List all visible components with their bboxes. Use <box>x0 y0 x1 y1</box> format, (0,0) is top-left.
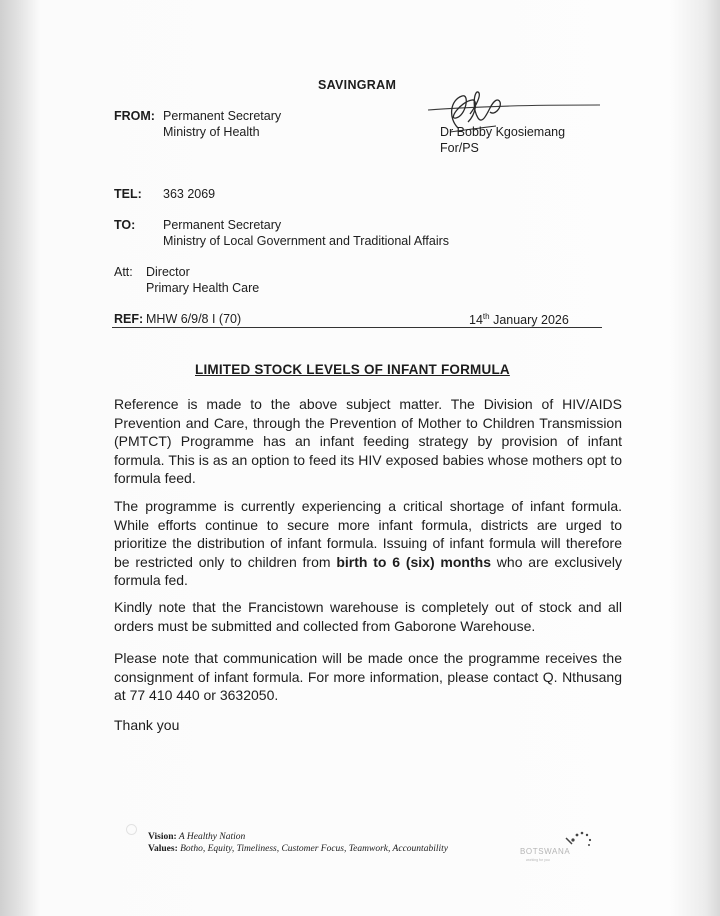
para2-text-after: who are exclusively formula fed. <box>114 553 623 588</box>
values-text: Botho, Equity, Timeliness, Customer Focus, Teamwork, Accountability <box>180 844 448 854</box>
from-line-1: Permanent Secretary <box>163 109 282 123</box>
subject-heading: LIMITED STOCK LEVELS OF INFANT FORMULA <box>195 362 510 377</box>
ref-value: MHW 6/9/8 I (70) <box>146 312 242 326</box>
closing: Thank you <box>114 717 180 733</box>
att-line-1: Director <box>146 265 190 279</box>
logo-wordmark: BOTSWANA <box>520 847 571 856</box>
logo-tagline: working for you <box>526 858 550 862</box>
signatory-block <box>440 124 565 156</box>
to-label: TO: <box>114 218 136 232</box>
att-line-2: Primary Health Care <box>146 281 260 295</box>
para2-bold: birth to 6 (six) months <box>336 553 491 570</box>
vision-text: A Healthy Nation <box>178 832 246 842</box>
values-label: Values: <box>148 844 178 854</box>
botswana-logo-icon <box>518 826 598 866</box>
body-paragraph-4: Please note that communication will be made once the programme receives the consignment of infant formula. For more information, please contact Q. Nthusang at 77 410 440 or 3632050. <box>114 650 622 703</box>
signatory-name: Dr Bobby Kgosiemang <box>440 125 566 139</box>
att-label: Att: <box>114 265 133 279</box>
body-paragraph-1: Reference is made to the above subject matter. The Division of HIV/AIDS Prevention and Care, through the Prevention of Mother to Children Transmission (PMTCT) Programme has an infant feeding strategy by provision of infant formula. This is as an option to feed its HIV exposed babies whose mothers opt to formula feed. <box>114 396 622 486</box>
footer-values <box>148 844 448 854</box>
tel-label: TEL: <box>114 187 142 201</box>
tel-value: 363 2069 <box>163 187 216 201</box>
date-suffix: th <box>482 312 490 321</box>
letter-date <box>469 312 569 327</box>
to-line-2: Ministry of Local Government and Traditional Affairs <box>163 234 450 248</box>
faint-circle-mark <box>126 824 137 835</box>
from-line-2: Ministry of Health <box>163 125 260 139</box>
body-paragraph-3: Kindly note that the Francistown warehouse is completely out of stock and all orders must be submitted and collected from Gaborone Warehouse. <box>114 599 622 634</box>
document-title: SAVINGRAM <box>318 78 397 92</box>
body-paragraph-2 <box>114 497 622 590</box>
date-day: 14 <box>469 313 483 328</box>
para2-text-before: The programme is currently experiencing a critical shortage of infant formula. While efforts continue to secure more infant formula, districts are urged to prioritize the distribution of infant formula. Issuing of infant formula will therefore be restricted only to children from <box>114 498 622 570</box>
to-line-1: Permanent Secretary <box>163 218 282 232</box>
footer-vision <box>148 832 245 842</box>
vision-label: Vision: <box>148 832 177 842</box>
date-month-year: January 2026 <box>493 313 569 328</box>
from-label: FROM: <box>114 109 155 123</box>
ref-underline <box>112 327 602 328</box>
ref-label: REF: <box>114 312 144 326</box>
signatory-role: For/PS <box>440 141 479 155</box>
